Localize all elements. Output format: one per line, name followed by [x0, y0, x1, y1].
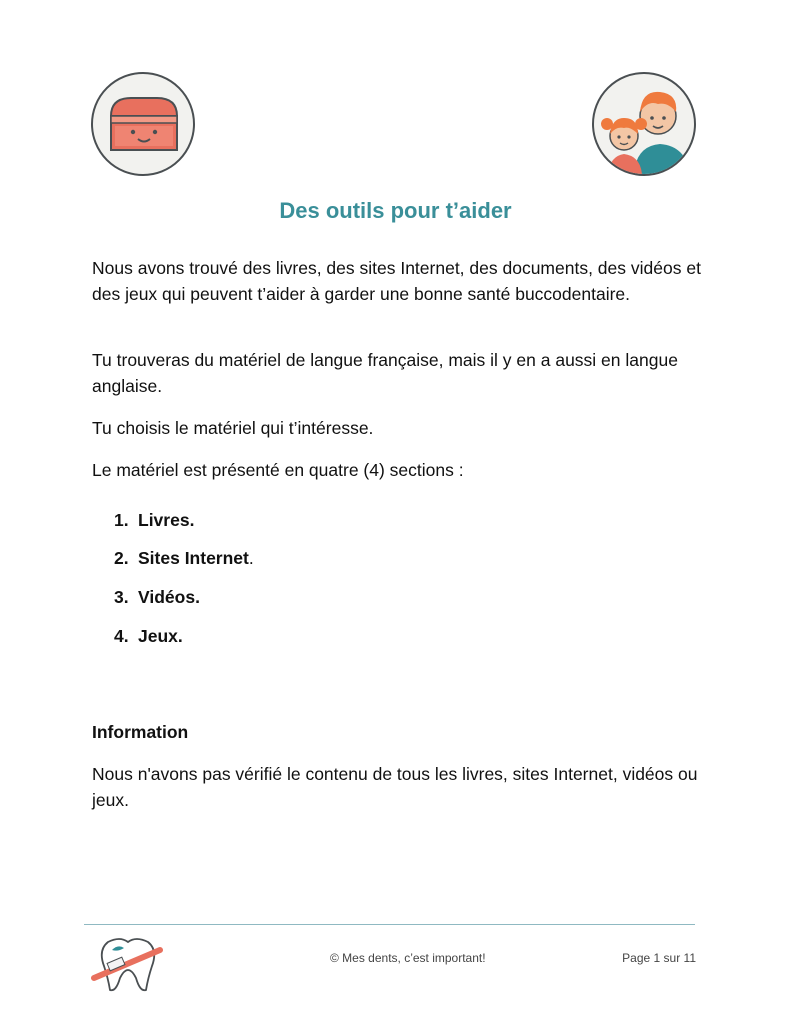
intro-paragraph: Nous avons trouvé des livres, des sites Internet, des documents, des vidéos et des jeux qui peuvent t’aider à garder une bonne santé buccodentaire.: [92, 258, 701, 304]
list-item-label: Livres: [138, 510, 190, 530]
list-item: [114, 545, 254, 571]
list-item: [114, 623, 183, 649]
list-item: [114, 507, 194, 533]
page-number: Page 1 sur 11: [622, 951, 696, 965]
children-icon: [592, 72, 696, 176]
footer-copyright: © Mes dents, c’est important!: [330, 951, 486, 965]
list-item-number: 2.: [114, 548, 129, 568]
tooth-toothbrush-icon: [88, 934, 168, 994]
sections-intro-paragraph: Le matériel est présenté en quatre (4) sections :: [92, 460, 464, 480]
list-item-label: Jeux: [138, 626, 178, 646]
treasure-chest-icon: [91, 72, 195, 176]
list-item-suffix: .: [177, 626, 183, 646]
information-heading: Information: [92, 722, 189, 742]
list-item-suffix: .: [189, 510, 195, 530]
list-item-label: Vidéos: [138, 587, 196, 607]
footer-divider: [84, 924, 695, 925]
choice-paragraph: Tu choisis le matériel qui t’intéresse.: [92, 418, 374, 438]
information-text: Nous n'avons pas vérifié le contenu de tous les livres, sites Internet, vidéos ou jeux.: [92, 764, 698, 810]
list-item-number: 3.: [114, 587, 129, 607]
list-item-suffix: .: [195, 587, 200, 607]
list-item-suffix: .: [248, 548, 254, 568]
list-item-number: 1.: [114, 510, 129, 530]
page-title: Des outils pour t’aider: [279, 198, 512, 223]
language-paragraph: Tu trouveras du matériel de langue française, mais il y en a aussi en langue anglaise.: [92, 350, 678, 396]
list-item: [114, 584, 200, 610]
list-item-label: Sites Internet: [138, 548, 249, 568]
list-item-number: 4.: [114, 626, 129, 646]
